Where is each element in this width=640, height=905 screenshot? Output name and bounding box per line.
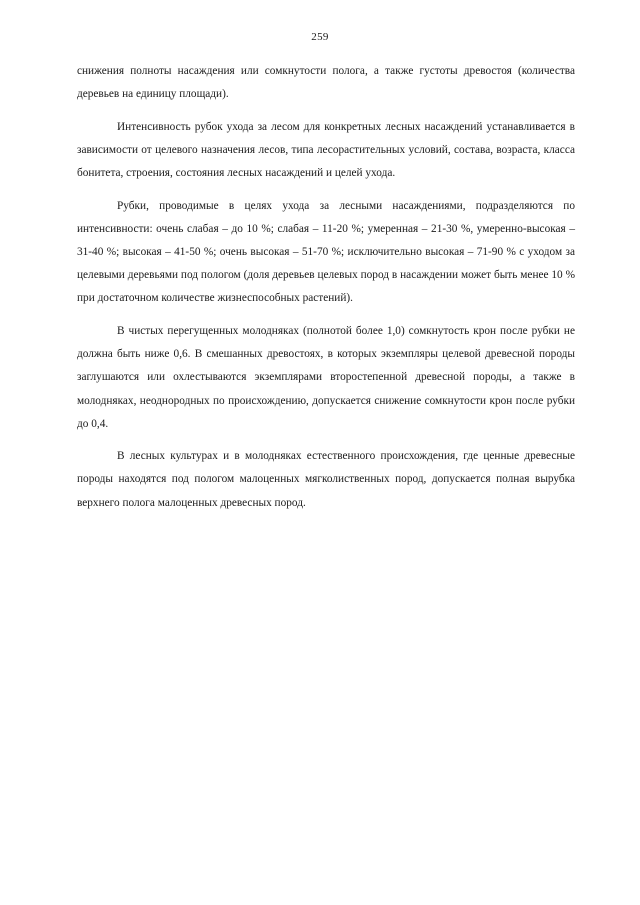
- page-number: 259: [311, 31, 329, 43]
- paragraph-forest-cultures: В лесных культурах и в молодняках естественного происхождения, где ценные древесные породы находятся под пологом малоценных мягколиственных пород, допускается полная вырубка верхнего полога малоценных древесных пород.: [77, 450, 575, 509]
- paragraph-intensity-levels: Рубки, проводимые в целях ухода за лесными насаждениями, подразделяются по интенсивности: очень слабая – до 10 %; слабая – 11-20 %; умеренная – 21-30 %, умеренно-высокая – 31-40 %; высокая – 41-50 %; очень высокая – 51-70 %; исключительно высокая – 71-90 % с уходом за целевыми деревьями под пологом (доля деревьев целевых пород в насаждении может быть менее 10 % при достаточном количестве жизнеспособных растений).: [77, 199, 575, 305]
- paragraph-young-stands: В чистых перегущенных молодняках (полнотой более 1,0) сомкнутость крон после рубки не должна быть ниже 0,6. В смешанных древостоях, в которых экземпляры целевой древесной породы заглушаются или охлестываются экземплярами второстепенной древесной породы, а также в молодняках, неоднородных по происхождению, допускается снижение сомкнутости крон после рубки до 0,4.: [77, 324, 575, 430]
- paragraph-intensity-factors: Интенсивность рубок ухода за лесом для конкретных лесных насаждений устанавливается в зависимости от целевого назначения лесов, типа лесорастительных условий, состава, возраста, класса бонитета, строения, состояния лесных насаждений и целей ухода.: [77, 120, 575, 180]
- document-body: [77, 60, 575, 524]
- paragraph-continuation: снижения полноты насаждения или сомкнутости полога, а также густоты древостоя (количества деревьев на единицу площади).: [77, 65, 575, 101]
